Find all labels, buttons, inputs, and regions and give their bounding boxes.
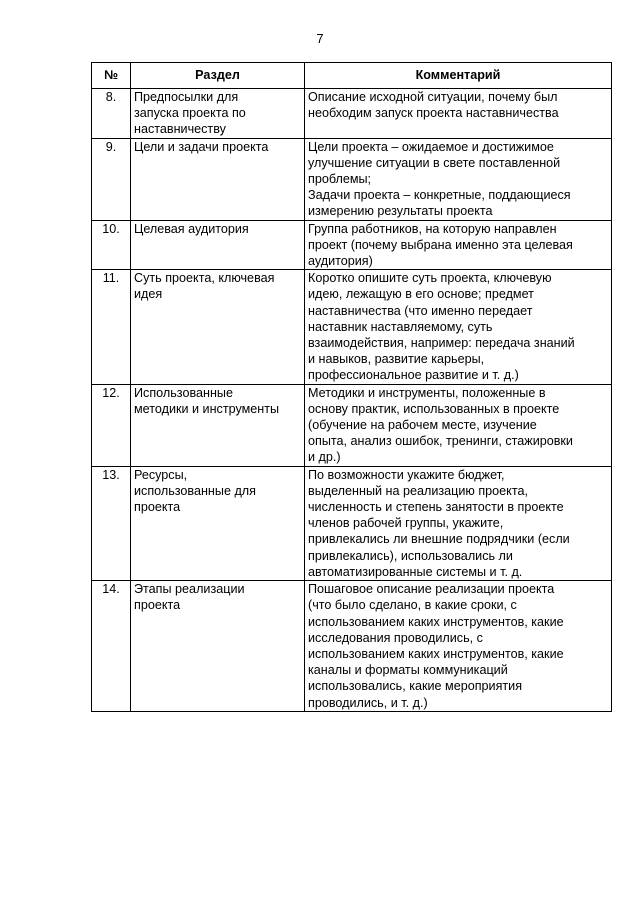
row-section <box>131 581 305 712</box>
comment-text-line: проводились, и т. д.) <box>308 695 428 710</box>
row-section <box>131 138 305 220</box>
comment-text-line: профессиональное развитие и т. д.) <box>308 368 519 383</box>
table-header-row <box>92 63 612 89</box>
row-comment <box>305 466 612 580</box>
row-number: 8. <box>92 89 131 139</box>
table-row <box>92 138 612 220</box>
section-text-line: Суть проекта, ключевая <box>134 271 275 286</box>
section-text-line: Использованные <box>134 385 233 400</box>
comment-text-line: исследования проводились, с <box>308 630 483 645</box>
comment-text-line: аудитория) <box>308 254 373 269</box>
row-section <box>131 384 305 466</box>
comment-text-line: членов рабочей группы, укажите, <box>308 516 504 531</box>
comment-text-line: автоматизированные системы и т. д. <box>308 564 523 579</box>
comment-text-line: численность и степень занятости в проекте <box>308 500 564 515</box>
comment-text-line: привлекались ли внешние подрядчики (если <box>308 532 570 547</box>
row-number: 14. <box>92 581 131 712</box>
row-section <box>131 89 305 139</box>
page-number: 7 <box>316 31 324 46</box>
comment-text-line: наставник наставляемому, суть <box>308 319 493 334</box>
header-number: № <box>92 63 131 89</box>
comment-text-line: Методики и инструменты, положенные в <box>308 385 546 400</box>
section-text-line: запуска проекта по <box>134 106 246 121</box>
row-number: 10. <box>92 220 131 270</box>
project-description-table <box>91 62 612 712</box>
table-row <box>92 466 612 580</box>
section-text-line: проекта <box>134 500 181 515</box>
row-comment <box>305 220 612 270</box>
section-text-line: идея <box>134 287 163 302</box>
table-row <box>92 220 612 270</box>
row-comment <box>305 384 612 466</box>
comment-text-line: Пошаговое описание реализации проекта <box>308 582 555 597</box>
table-row <box>92 270 612 384</box>
comment-text-line: взаимодействия, например: передача знаний <box>308 336 575 351</box>
comment-text-line: основу практик, использованных в проекте <box>308 401 560 416</box>
comment-text-line: Группа работников, на которую направлен <box>308 221 557 236</box>
comment-text-line: (что было сделано, в какие сроки, с <box>308 598 517 613</box>
header-comment: Комментарий <box>305 63 612 89</box>
comment-text-line: По возможности укажите бюджет, <box>308 467 505 482</box>
row-number: 11. <box>92 270 131 384</box>
section-text-line: Цели и задачи проекта <box>134 139 269 154</box>
row-section <box>131 220 305 270</box>
comment-text-line: выделенный на реализацию проекта, <box>308 483 528 498</box>
comment-text-line: и навыков, развитие карьеры, <box>308 352 485 367</box>
comment-text-line: Описание исходной ситуации, почему был <box>308 90 558 104</box>
comment-text-line: использованием каких инструментов, какие <box>308 646 564 661</box>
comment-text-line: использованием каких инструментов, какие <box>308 614 564 629</box>
comment-text-line: проблемы; <box>308 172 372 187</box>
row-section <box>131 270 305 384</box>
comment-text-line: (обучение на рабочем месте, изучение <box>308 418 537 433</box>
row-section <box>131 466 305 580</box>
comment-text-line: каналы и форматы коммуникаций <box>308 663 508 678</box>
comment-text-line: необходим запуск проекта наставничества <box>308 106 559 121</box>
row-number: 9. <box>92 138 131 220</box>
comment-text-line: Задачи проекта – конкретные, поддающиеся <box>308 188 571 203</box>
row-comment <box>305 138 612 220</box>
comment-text-line: улучшение ситуации в свете поставленной <box>308 155 561 170</box>
section-text-line: наставничеству <box>134 122 226 137</box>
row-number: 13. <box>92 466 131 580</box>
table-row <box>92 384 612 466</box>
section-text-line: Предпосылки для <box>134 90 239 104</box>
comment-text-line: опыта, анализ ошибок, тренинги, стажировки <box>308 434 573 449</box>
comment-text-line: и др.) <box>308 450 341 465</box>
comment-text-line: использовались, какие мероприятия <box>308 679 523 694</box>
row-comment <box>305 89 612 139</box>
section-text-line: проекта <box>134 598 181 613</box>
section-text-line: методики и инструменты <box>134 401 280 416</box>
header-section: Раздел <box>131 63 305 89</box>
comment-text-line: идею, лежащую в его основе; предмет <box>308 287 534 302</box>
comment-text-line: Цели проекта – ожидаемое и достижимое <box>308 139 554 154</box>
comment-text-line: измерению результаты проекта <box>308 204 493 219</box>
row-comment <box>305 270 612 384</box>
comment-text-line: наставничества (что именно передает <box>308 303 533 318</box>
section-text-line: Этапы реализации <box>134 582 245 597</box>
comment-text-line: Коротко опишите суть проекта, ключевую <box>308 271 552 286</box>
row-comment <box>305 581 612 712</box>
comment-text-line: привлекались), использовались ли <box>308 548 513 563</box>
section-text-line: Целевая аудитория <box>134 221 249 236</box>
row-number: 12. <box>92 384 131 466</box>
table-body <box>92 89 612 712</box>
section-text-line: использованные для <box>134 483 256 498</box>
table-row <box>92 89 612 139</box>
section-text-line: Ресурсы, <box>134 467 188 482</box>
comment-text-line: проект (почему выбрана именно эта целевая <box>308 237 573 252</box>
table-row <box>92 581 612 712</box>
